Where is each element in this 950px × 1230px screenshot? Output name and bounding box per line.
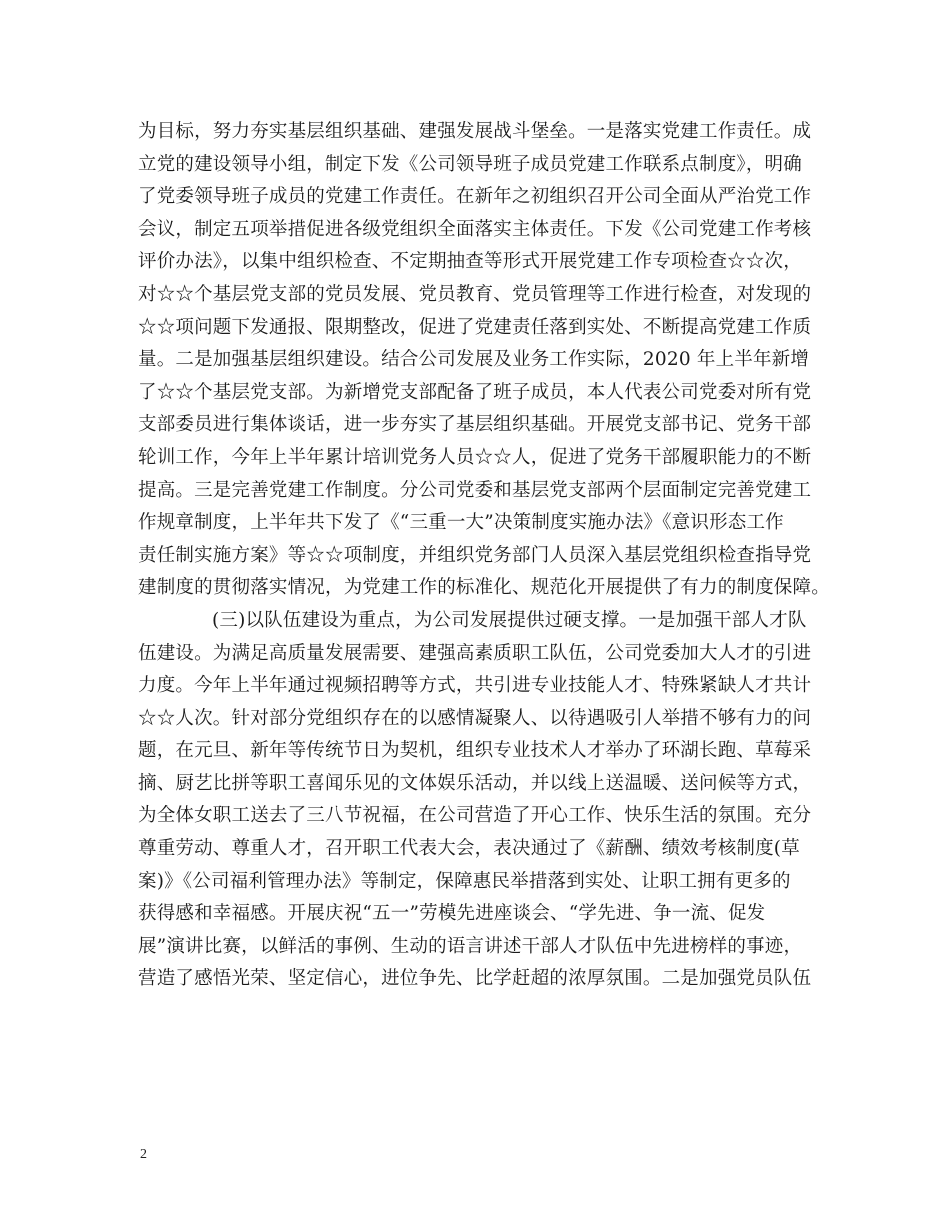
text-line: 了☆☆个基层党支部。为新增党支部配备了班子成员，本人代表公司党委对所有党: [138, 381, 812, 403]
text-line: 量。二是加强基层组织建设。结合公司发展及业务工作实际，2020 年上半年新增: [138, 349, 810, 371]
text-line: 案)》《公司福利管理办法》等制定，保障惠民举措落到实处、让职工拥有更多的: [138, 870, 791, 892]
text-line: 展”演讲比赛，以鲜活的事例、生动的语言讲述干部人才队伍中先进榜样的事迹，: [138, 935, 803, 957]
body-text: [138, 116, 828, 996]
text-line: 伍建设。为满足高质量发展需要、建强高素质职工队伍，公司党委加大人才的引进: [138, 642, 812, 664]
text-line: 摘、厨艺比拼等职工喜闻乐见的文体娱乐活动，并以线上送温暖、送问候等方式，: [138, 772, 812, 794]
text-line: 获得感和幸福感。开展庆祝“五一”劳模先进座谈会、“学先进、争一流、促发: [138, 903, 766, 925]
text-line: 为全体女职工送去了三八节祝福，在公司营造了开心工作、快乐生活的氛围。充分: [138, 805, 812, 827]
text-line: 力度。今年上半年通过视频招聘等方式，共引进专业技能人才、特殊紧缺人才共计: [138, 675, 812, 697]
page-number: 2: [140, 1147, 147, 1162]
text-line: 提高。三是完善党建工作制度。分公司党委和基层党支部两个层面制定完善党建工: [138, 479, 812, 501]
text-line: 题，在元旦、新年等传统节日为契机，组织专业技术人才举办了环湖长跑、草莓采: [138, 740, 812, 762]
text-line: 尊重劳动、尊重人才，召开职工代表大会，表决通过了《薪酬、绩效考核制度(草: [138, 838, 800, 860]
text-line: 对☆☆个基层党支部的党员发展、党员教育、党员管理等工作进行检查，对发现的: [138, 283, 812, 305]
text-line: 建制度的贯彻落实情况，为党建工作的标准化、规范化开展提供了有力的制度保障。: [138, 577, 830, 599]
text-line: 立党的建设领导小组，制定下发《公司领导班子成员党建工作联系点制度》，明确: [138, 153, 802, 175]
text-line: ☆☆人次。针对部分党组织存在的以感情凝聚人、以待遇吸引人举措不够有力的问: [138, 707, 812, 729]
text-line: 会议，制定五项举措促进各级党组织全面落实主体责任。下发《公司党建工作考核: [138, 218, 812, 240]
text-line: 为目标，努力夯实基层组织基础、建强发展战斗堡垒。一是落实党建工作责任。成: [138, 121, 812, 142]
text-line: 作规章制度，上半年共下发了《“三重一大”决策制度实施办法》《意识形态工作: [138, 512, 784, 534]
text-line: 营造了感悟光荣、坚定信心，进位争先、比学赶超的浓厚氛围。二是加强党员队伍: [138, 968, 812, 990]
text-line: 轮训工作，今年上半年累计培训党务人员☆☆人，促进了党务干部履职能力的不断: [138, 446, 812, 468]
text-line: 了党委领导班子成员的党建工作责任。在新年之初组织召开公司全面从严治党工作: [138, 186, 812, 208]
text-line: 责任制实施方案》等☆☆项制度，并组织党务部门人员深入基层党组织检查指导党: [138, 544, 812, 566]
text-line: 评价办法》，以集中组织检查、不定期抽查等形式开展党建工作专项检查☆☆次，: [138, 251, 802, 273]
text-line: ☆☆项问题下发通报、限期整改，促进了党建责任落到实处、不断提高党建工作质: [138, 316, 812, 338]
text-line: 支部委员进行集体谈话，进一步夯实了基层组织基础。开展党支部书记、党务干部: [138, 414, 812, 436]
section-heading-line: (三)以队伍建设为重点，为公司发展提供过硬支撑。一是加强干部人才队: [212, 609, 807, 631]
